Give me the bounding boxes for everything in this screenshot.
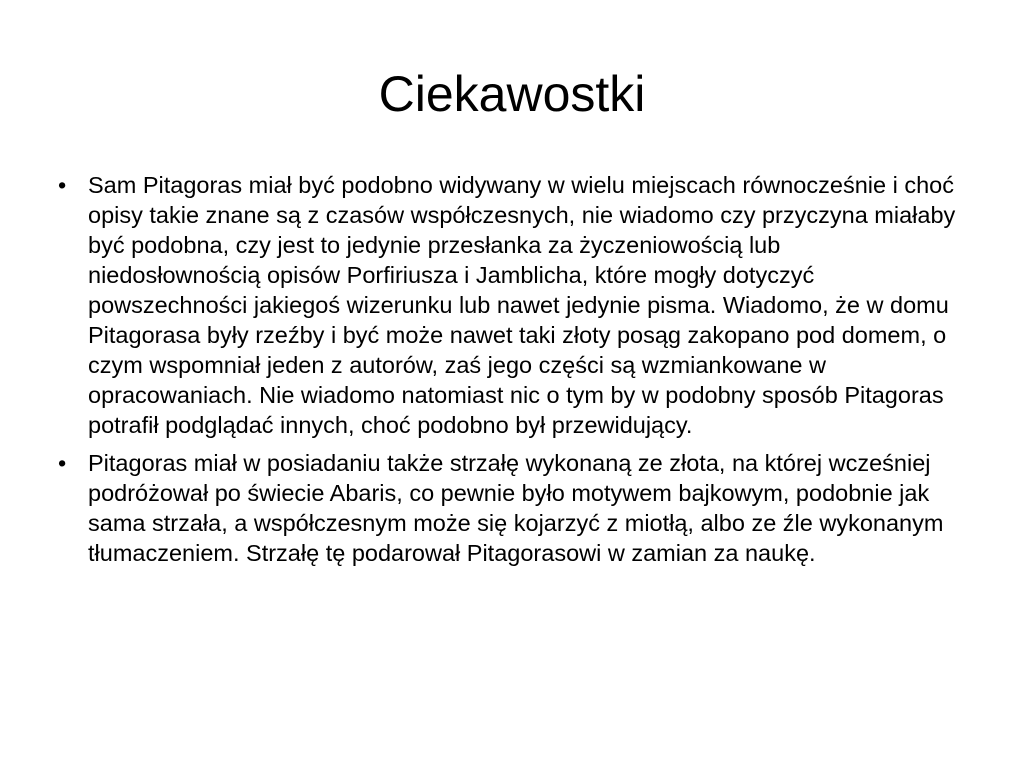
bullet-icon: • xyxy=(58,172,67,198)
bullet-item xyxy=(58,448,958,568)
bullet-text: Pitagoras miał w posiadaniu także strzałę wykonaną ze złota, na której wcześniej podróżował po świecie Abaris, co pewnie było motywem bajkowym, podobnie jak sama strzała, a współczesnym może się kojarzyć z miotłą, albo ze źle wykonanym tłumaczeniem. Strzałę tę podarował Pitagorasowi w zamian za naukę. xyxy=(88,450,944,566)
slide-title: Ciekawostki xyxy=(378,66,646,122)
bullet-list xyxy=(58,170,958,576)
bullet-item xyxy=(58,170,958,440)
bullet-icon: • xyxy=(58,450,67,476)
bullet-text: Sam Pitagoras miał być podobno widywany w wielu miejscach równocześnie i choć opisy takie znane są z czasów współczesnych, nie wiadomo czy przyczyna miałaby być podobna, czy jest to jedynie przesłanka za życzeniowością lub niedosłownością opisów Porfiriusza i Jamblicha, które mogły dotyczyć powszechności jakiegoś wizerunku lub nawet jedynie pisma. Wiadomo, że w domu Pitagorasa były rzeźby i być może nawet taki złoty posąg zakopano pod domem, o czym wspomniał jeden z autorów, zaś jego części są wzmiankowane w opracowaniach. Nie wiadomo natomiast nic o tym by w podobny sposób Pitagoras potrafił podglądać innych, choć podobno był przewidujący. xyxy=(88,172,956,438)
